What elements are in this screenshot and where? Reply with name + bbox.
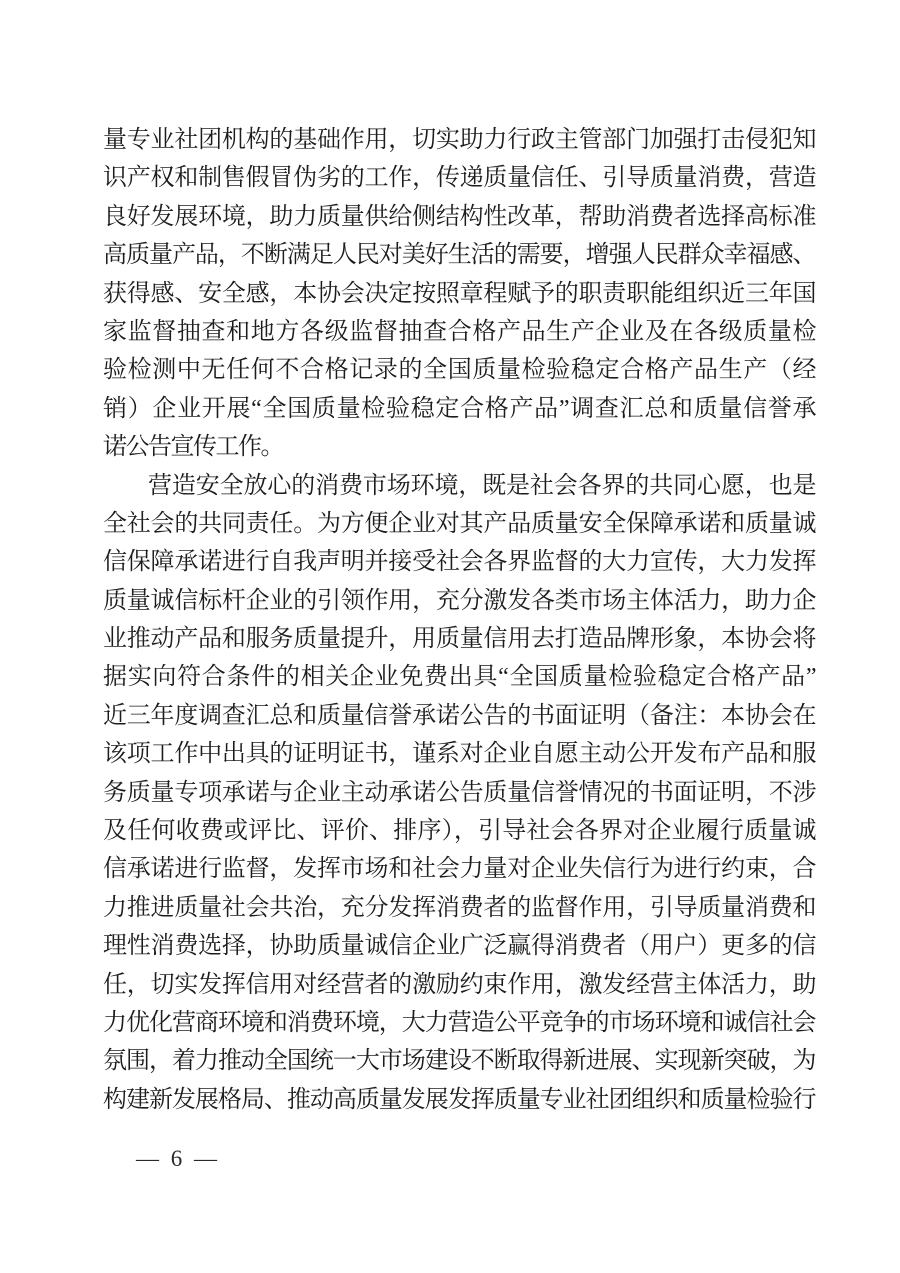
text-line: 氛围，着力推动全国统一大市场建设不断取得新进展、实现新突破，为 [103,1048,815,1075]
text-line: 据实向符合条件的相关企业免费出具“全国质量检验稳定合格产品” [103,664,815,691]
text-line: 力优化营商环境和消费环境，大力营造公平竞争的市场环境和诚信社会 [103,1009,815,1036]
text-line: 信保障承诺进行自我声明并接受社会各界监督的大力宣传，大力发挥 [103,549,815,576]
text-line: 全社会的共同责任。为方便企业对其产品质量安全保障承诺和质量诚 [103,510,815,537]
text-line: 营造安全放心的消费市场环境，既是社会各界的共同心愿，也是 [148,472,815,499]
paragraph-2 [103,467,815,1120]
text-line: 诺公告宣传工作。 [103,434,283,461]
text-line: 力推进质量社会共治，充分发挥消费者的监督作用，引导质量消费和 [103,894,815,921]
text-line: 业推动产品和服务质量提升，用质量信用去打造品牌形象，本协会将 [103,626,815,653]
text-line: 验检测中无任何不合格记录的全国质量检验稳定合格产品生产（经 [103,357,815,384]
text-line: 及任何收费或评比、评价、排序），引导社会各界对企业履行质量诚 [103,818,815,845]
text-line: 构建新发展格局、推动高质量发展发挥质量专业社团组织和质量检验行 [103,1086,815,1113]
text-line: 任，切实发挥信用对经营者的激励约束作用，激发经营主体活力，助 [103,971,815,998]
text-line: 务质量专项承诺与企业主动承诺公告质量信誉情况的书面证明，不涉 [103,779,815,806]
text-line: 家监督抽查和地方各级监督抽查合格产品生产企业及在各级质量检 [103,318,815,345]
text-line: 该项工作中出具的证明证书，谨系对企业自愿主动公开发布产品和服 [103,741,815,768]
document-text-block [103,121,815,1119]
text-line: 获得感、安全感，本协会决定按照章程赋予的职责职能组织近三年国 [103,280,815,307]
text-line: 质量诚信标杆企业的引领作用，充分激发各类市场主体活力，助力企 [103,587,815,614]
text-line: 近三年度调查汇总和质量信誉承诺公告的书面证明（备注：本协会在 [103,702,815,729]
text-line: 良好发展环境，助力质量供给侧结构性改革，帮助消费者选择高标准 [103,203,815,230]
paragraph-1 [103,121,815,467]
text-line: 量专业社团机构的基础作用，切实助力行政主管部门加强打击侵犯知 [103,127,815,153]
page-number: — 6 — [136,1146,220,1171]
text-line: 识产权和制售假冒伪劣的工作，传递质量信任、引导质量消费，营造 [103,165,815,192]
text-line: 高质量产品，不断满足人民对美好生活的需要，增强人民群众幸福感、 [103,242,815,269]
text-line: 销）企业开展“全国质量检验稳定合格产品”调查汇总和质量信誉承 [103,395,815,422]
text-line: 理性消费选择，协助质量诚信企业广泛赢得消费者（用户）更多的信 [103,933,815,960]
text-line: 信承诺进行监督，发挥市场和社会力量对企业失信行为进行约束，合 [103,856,815,883]
